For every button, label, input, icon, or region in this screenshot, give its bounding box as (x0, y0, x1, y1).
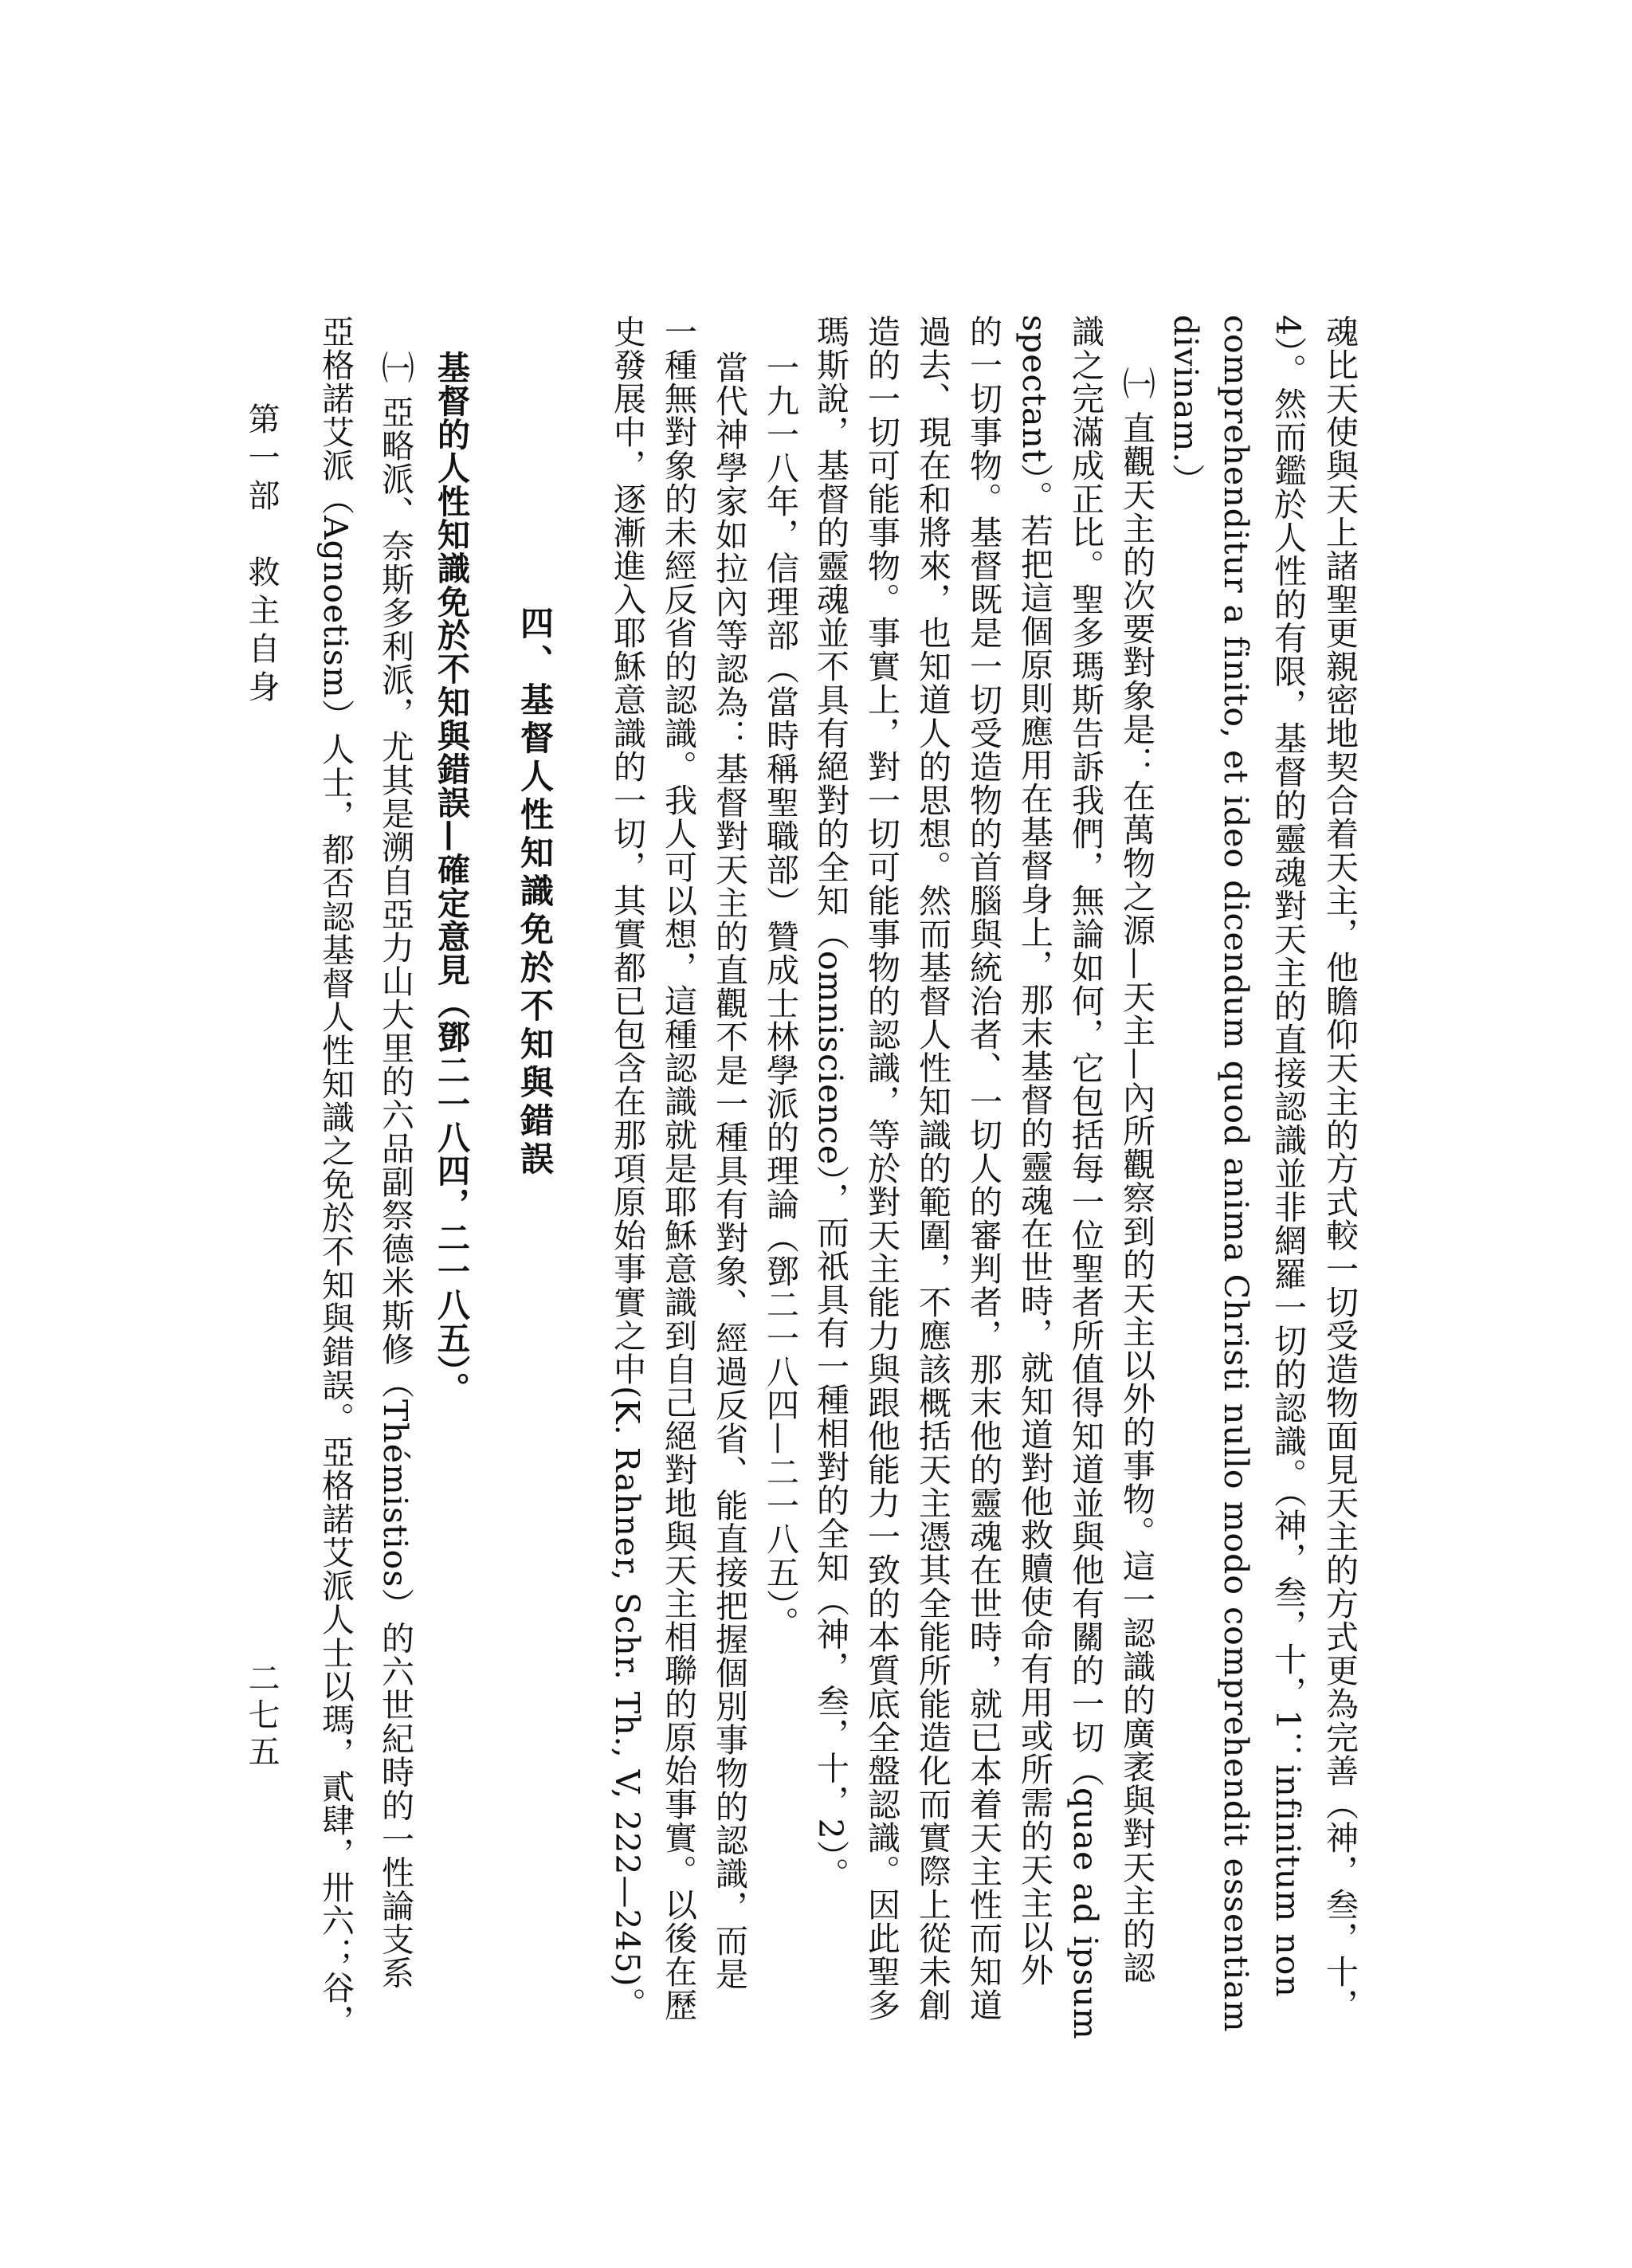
paragraph-1-column-3: spectant）。若把這個原則應用在基督身上，那末基督的靈魂在世時，就知道對他救贖使命有用或所需的天主以外 (1015, 315, 1053, 1987)
section-heading: 四、基督人性知識免於不知與錯誤 (516, 606, 555, 1179)
running-footer-part: 第一部 救主自身 (243, 402, 280, 708)
text-column-3-latin: comprehenditur a finito, et ideo dicendum quod anima Christi nullo modo comprehendit essentiam (1217, 315, 1255, 2033)
paragraph-2-column-1: 一九一八年，信理部（當時稱聖職部）贊成士林學派的理論（鄧二一八四—二一八五）。 (761, 351, 799, 1640)
paragraph-1-column-7: 瑪斯說，基督的靈魂並不具有絕對的全知（omniscience），而祇具有一種相對的全知（神，叁，十，2）。 (811, 315, 849, 1891)
paragraph-3-column-3: 史發展中，逐漸進入耶穌意識的一切，其實都已包含在那項原始事實之中(K. Rahner, Schr. Th., V, 222—245)。 (608, 315, 646, 2021)
paragraph-1-column-1: ㈠ 直觀天主的次要對象是：在萬物之源—天主—內所觀察到的天主以外的事物。這一認識的廣袤與對天主的認 (1117, 367, 1155, 1985)
paragraph-1-column-2: 識之完滿成正比。聖多瑪斯告訴我們，無論如何，它包括每一位聖者所值得知道並與他有關的一切（quae ad ipsum (1066, 315, 1104, 2040)
paragraph-1-column-5: 過去、現在和將來，也知道人的思想。然而基督人性知識的範圍，不應該概括天主憑其全能所能造化而實際上從未創 (913, 315, 951, 2022)
paragraph-3-column-2: 一種無對象的未經反省的認識。我人可以想，這種認識就是耶穌意識到自己絕對地與天主相聯的原始事實。以後在歷 (659, 315, 697, 2022)
paragraph-1-column-4: 的一切事物。基督既是一切受造物的首腦與統治者、一切人的審判者，那末他的靈魂在世時，就已本着天主性而知道 (964, 315, 1002, 2022)
text-column-2: 4）。然而鑑於人性的有限，基督的靈魂對天主的直接認識並非網羅一切的認識。（神，叁，十，1：infinitum non (1269, 315, 1307, 1998)
paragraph-4-column-1: ㈠ 亞略派、奈斯多利派，尤其是溯自亞力山大里的六品副祭德米斯修（Thémistios）的六世紀時的一性論支系 (376, 351, 414, 1990)
paragraph-3-column-1: 當代神學家如拉內等認為：基督對天主的直觀不是一種具有對象、經過反省、能直接把握個別事物的認識，而是 (710, 351, 748, 1991)
thesis-statement: 基督的人性知識免於不知與錯誤—確定意見（鄧二一八四，二一八五）。 (432, 351, 470, 1406)
paragraph-1-column-6: 造的一切可能事物。事實上，對一切可能事物的認識，等於對天主能力與跟他能力一致的本質底全盤認識。因此聖多 (862, 315, 900, 2022)
text-column-1: 魂比天使與天上諸聖更親密地契合着天主，他瞻仰天主的方式較一切受造物面見天主的方式更為完善（神，叁，十， (1320, 315, 1359, 2022)
page-number: 二七五 (243, 1662, 280, 1772)
paragraph-4-column-2: 亞格諾艾派（Agnoetism）人士，都否認基督人性知識之免於不知與錯誤。亞格諾艾派人士以瑪，貳肆，卅六；谷， (316, 315, 355, 2038)
text-column-4-latin: divinam.） (1167, 315, 1205, 497)
